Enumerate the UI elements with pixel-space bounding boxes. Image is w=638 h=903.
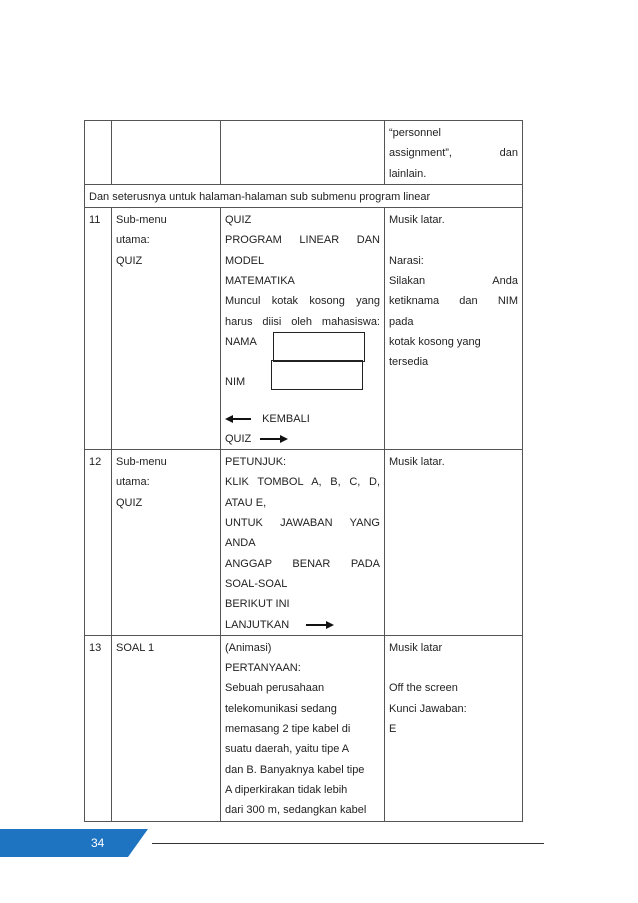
storyboard-table xyxy=(84,120,523,822)
row-number: 13 xyxy=(85,635,112,821)
row-number: 12 xyxy=(85,450,112,636)
content-cell: PETUNJUK: KLIK TOMBOL A, B, C, D, ATAU E, UNTUK JAWABAN YANG ANDA ANGGAP BENAR PADA SOAL-SOAL BERIKUT INI LANJUTKAN xyxy=(221,450,385,636)
table-row xyxy=(85,121,523,185)
notes-cell: “personnel assignment”, dan lainlain. xyxy=(385,121,523,185)
page-number: 34 xyxy=(91,836,105,850)
page-number-tab xyxy=(0,829,148,857)
nim-label: NIM xyxy=(225,376,246,389)
menu-cell: Sub-menu utama: QUIZ xyxy=(112,450,221,636)
nim-input-box[interactable] xyxy=(271,360,363,390)
notes-cell: Musik latar Off the screen Kunci Jawaban: E xyxy=(385,635,523,821)
text-fragment: assignment”, xyxy=(389,147,452,160)
menu-cell: Sub-menu utama: QUIZ xyxy=(112,208,221,450)
arrow-left-icon xyxy=(225,415,255,423)
notes-cell: Musik latar. xyxy=(385,450,523,636)
row-number: 11 xyxy=(85,208,112,450)
table-row xyxy=(85,208,523,450)
text-fragment: dan xyxy=(499,147,518,160)
arrow-right-icon xyxy=(306,621,334,629)
nama-label: NAMA xyxy=(225,335,257,348)
notes-cell: Musik latar. Narasi: Silakan Anda ketiknama dan NIM pada kotak kosong yang tersedia xyxy=(385,208,523,450)
menu-cell: SOAL 1 xyxy=(112,635,221,821)
continue-button[interactable]: LANJUTKAN xyxy=(225,615,380,635)
table-row xyxy=(85,450,523,636)
arrow-right-icon xyxy=(260,435,288,443)
quiz-next-button[interactable]: QUIZ xyxy=(225,429,380,449)
span-row-cell: Dan seterusnya untuk halaman-halaman sub submenu program linear xyxy=(85,184,523,207)
content-cell: QUIZ PROGRAM LINEAR DAN MODEL MATEMATIKA Muncul kotak kosong yang harus diisi oleh mahasiswa: NAMA NIM KEMBALI QUIZ xyxy=(221,208,385,450)
content-cell: (Animasi) PERTANYAAN: Sebuah perusahaan telekomunikasi sedang memasang 2 tipe kabel di suatu daerah, yaitu tipe A dan B. Banyaknya kabel tipe A diperkirakan tidak lebih dari 300 m, sedangkan kabel xyxy=(221,635,385,821)
table-row xyxy=(85,635,523,821)
footer-rule xyxy=(152,843,544,844)
table-row xyxy=(85,184,523,207)
back-button[interactable]: KEMBALI xyxy=(225,409,380,429)
